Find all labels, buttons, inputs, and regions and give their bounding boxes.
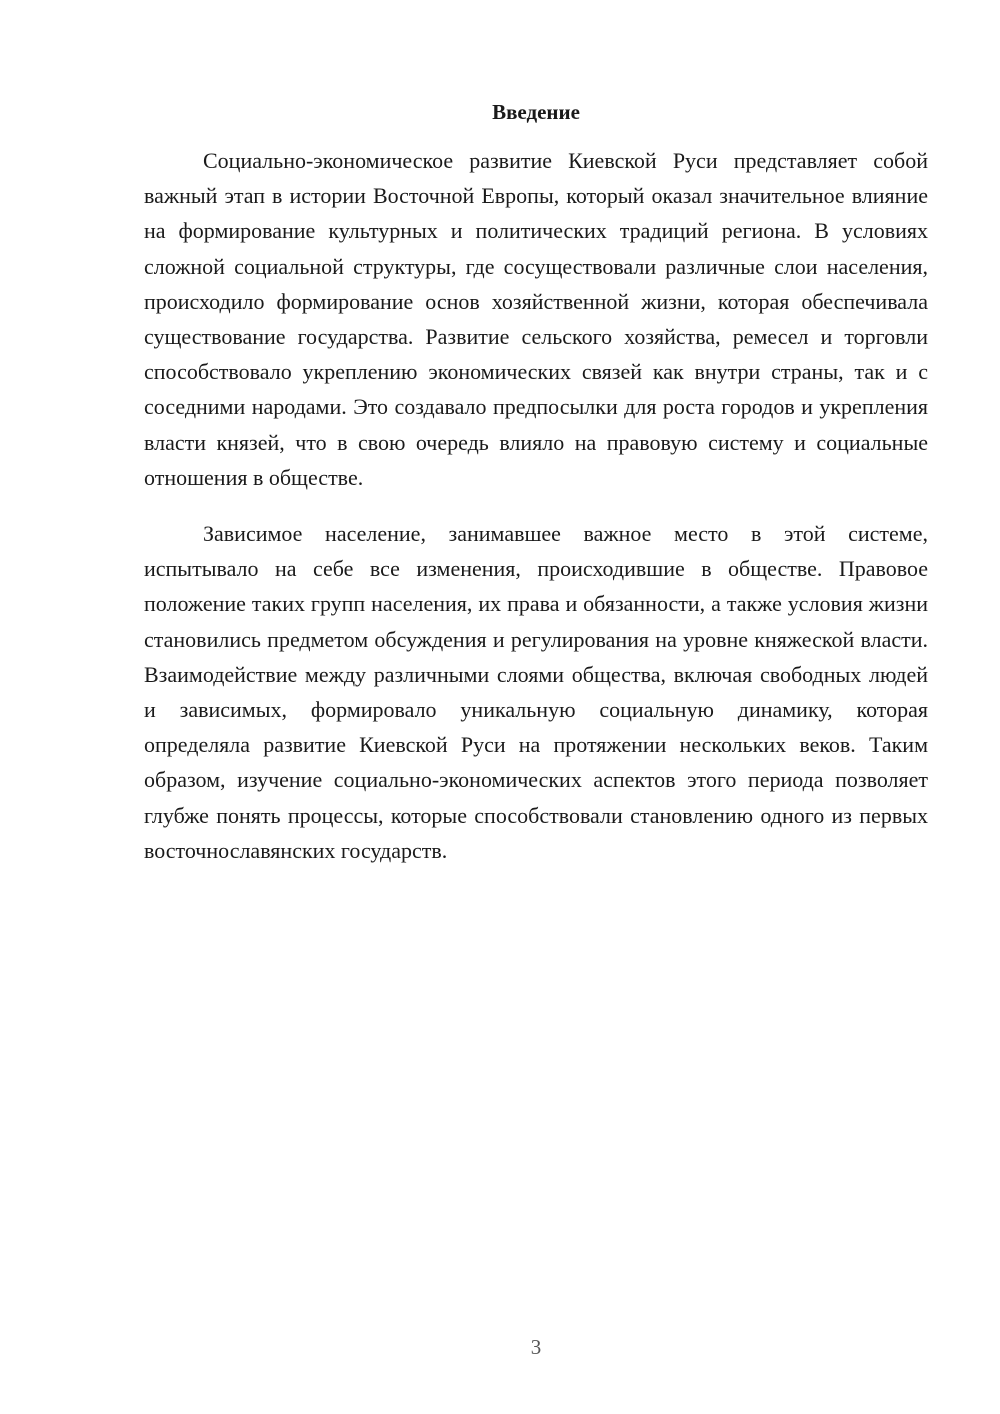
section-heading: Введение (492, 100, 580, 124)
paragraph-1: Социально-экономическое развитие Киевской Руси представляет собой важный этап в истории Восточной Европы, который оказал значительное влияние на формирование культурных и политических традиций региона. В условиях сложной социальной структуры, где сосуществовали различные слои населения, происходило формирование основ хозяйственной жизни, которая обеспечивала существование государства. Развитие сельского хозяйства, ремесел и торговли способствовало укреплению экономических связей как внутри страны, так и с соседними народами. Это создавало предпосылки для роста городов и укрепления власти князей, что в свою очередь влияло на правовую систему и социальные отношения в обществе. (144, 148, 928, 490)
paragraph-2: Зависимое население, занимавшее важное место в этой системе, испытывало на себе все изменения, происходившие в обществе. Правовое положение таких групп населения, их права и обязанности, а также условия жизни становились предметом обсуждения и регулирования на уровне княжеской власти. Взаимодействие между различными слоями общества, включая свободных людей и зависимых, формировало уникальную социальную динамику, которая определяла развитие Киевской Руси на протяжении нескольких веков. Таким образом, изучение социально-экономических аспектов этого периода позволяет глубже понять процессы, которые способствовали становлению одного из первых восточнославянских государств. (144, 521, 928, 863)
document-body (144, 143, 928, 868)
page-number: 3 (530, 1335, 542, 1359)
